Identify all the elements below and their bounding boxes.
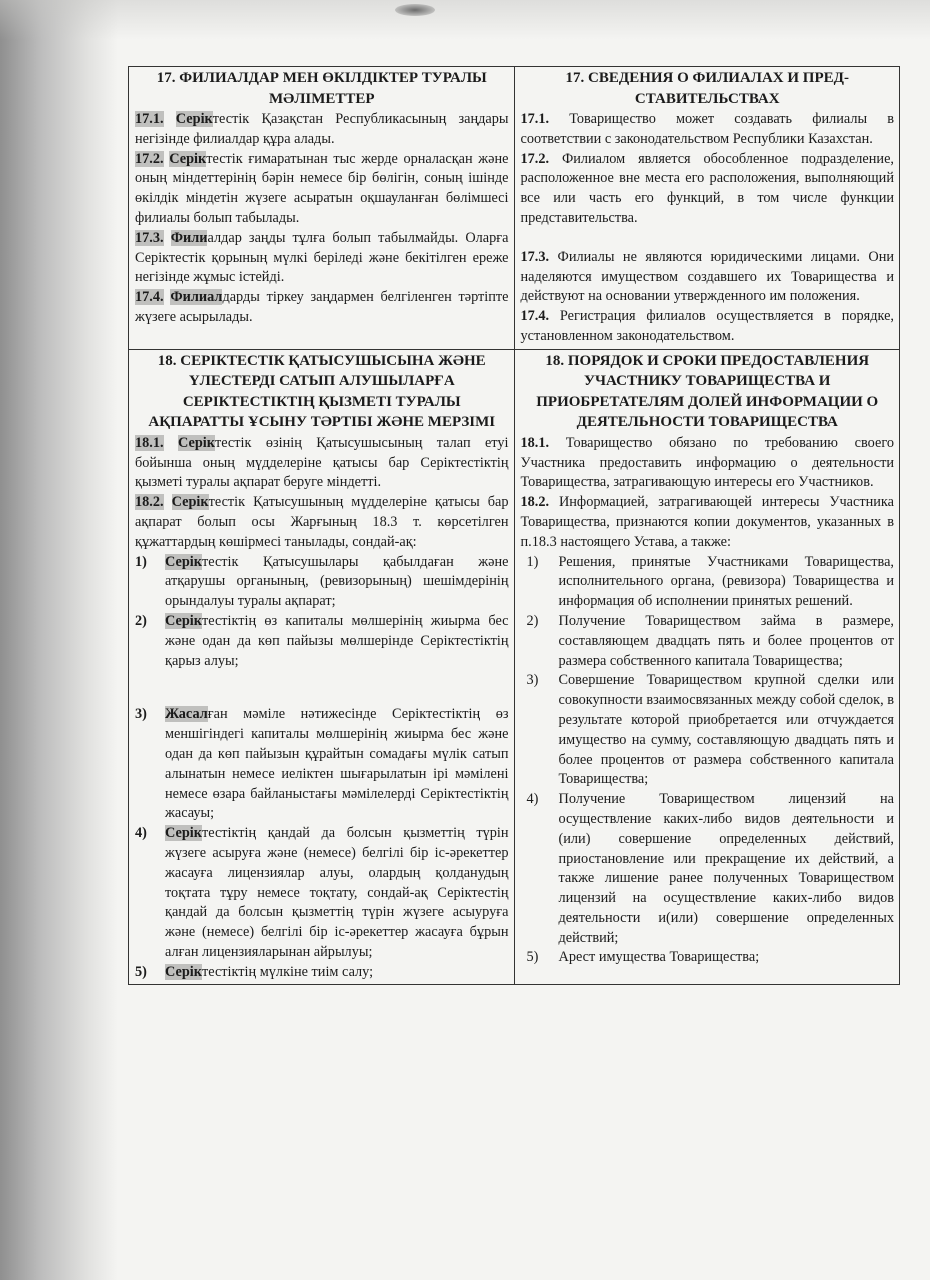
list-item: 4) Получение Товариществом лицензий на осуществление каких-либо видов деятельности и (или) совершение определенных действий, приостановление или прекращение их действий, а также лишение ранее полученных Товариществом лицензий на осуществление каких-либо видов деятельности и(или) совершение определенных действий; <box>526 791 894 946</box>
list-item: 4) Серіктестіктің қандай да болсын қызметтің түрін жүзеге асыруға және (немесе) белгілі бір іс-әрекеттер жасауға лицензиялар алуы, олардың қолданудың тоқтата тұру немесе тоқтату, сондай-ақ Серіктестің қандай да болсын қызметтің түрін жүзеге асыуруға және (немесе) белгілі бір іс-әрекеттер жасауға бұрын алған лицензияларынан айрылуы; <box>135 825 509 960</box>
list-item: 1) Решения, принятые Участниками Товарищества, исполнительного органа, (ревизора) Товарищества и информация об исполнении принятых решений. <box>526 553 894 610</box>
clause-17-2-kazakh: 17.2. Серіктестік ғимаратынан тыс жерде орналасқан және оның міндеттерінің бәрін немесе бір бөлігін, соның ішінде өкілдік міндетін жүзеге асыратын оқшауланған бөлімшесі филиалы болып табылады. <box>135 150 509 226</box>
section-17-kazakh-title: 17. ФИЛИАЛДАР МЕН ӨКІЛДІКТЕР ТУРАЛЫ МӘЛІМЕТТЕР <box>156 70 487 107</box>
section-18-kazakh-cell <box>129 349 515 985</box>
clause-17-3-kazakh: 17.3. Филиалдар заңды тұлға болып табылмайды. Оларға Серіктестік қорының мүлкі беріледі және бекітілген ереже негізінде жұмыс істейді. <box>135 229 509 286</box>
section-17-russian-cell <box>514 67 900 350</box>
section-17-russian-title: 17. СВЕДЕНИЯ О ФИЛИАЛАХ И ПРЕД-СТАВИТЕЛЬСТВАХ <box>565 70 849 107</box>
spacer <box>135 671 509 705</box>
list-item: 5) Серіктестіктің мүлкіне тиім салу; <box>135 963 374 980</box>
clause-18-2-kazakh: 18.2. Серіктестік Қатысушының мүдделеріне қатысы бар ақпарат болып осы Жарғының 18.3 т. көрсетілген құжаттардың көшірмесі танылады, сондай-ақ: <box>135 494 509 550</box>
list-item: 2) Серіктестіктің өз капиталы мөлшерінің жиырма бес және одан да көп пайызы мөлшерінде Серіктестіктің қарыз алуы; <box>135 612 509 669</box>
clause-17-1-russian: 17.1. Товарищество может создавать филиалы в соответствии с законодательством Республики Казахстан. <box>520 111 894 147</box>
list-item: 3) Совершение Товариществом крупной сделки или совокупности взаимосвязанных между собой сделок, в результате которой приобретается или отчуждается имущество на сумму, составляющую двадцать пять и более процентов от размера собственного капитала Товарищества; <box>526 672 894 788</box>
section-18-russian-title: 18. ПОРЯДОК И СРОКИ ПРЕДОСТАВЛЕНИЯ УЧАСТНИКУ ТОВАРИЩЕСТВА И ПРИОБРЕТАТЕЛЯМ ДОЛЕЙ ИНФОРМАЦИИ О ДЕЯТЕЛЬНОСТИ ТОВАРИЩЕСТВА <box>536 352 879 431</box>
scan-shadow-top <box>0 0 930 40</box>
clause-17-2-russian: 17.2. Филиалом является обособленное подразделение, расположенное вне места его расположения, выполняющий все или часть его функций, в том числе функции представительства. <box>520 150 894 226</box>
clause-17-4-kazakh: 17.4. Филиалдарды тіркеу заңдармен белгіленген тәртіпте жүзеге асырылады. <box>135 289 509 325</box>
scan-shadow <box>0 0 118 1280</box>
clause-18-1-kazakh: 18.1. Серіктестік өзінің Қатысушысының талап етуі бойынша оның мүдделеріне қатысы бар Серіктестіктің қызметі туралы ақпарат беруге міндетті. <box>135 434 509 491</box>
list-item: 5) Арест имущества Товарищества; <box>526 949 760 966</box>
clause-18-1-russian: 18.1. Товарищество обязано по требованию своего Участника предоставить информацию о деятельности Товарищества, затрагивающую интересы его Участников. <box>520 434 894 491</box>
clause-17-1-kazakh: 17.1. Серіктестік Қазақстан Республикасының заңдары негізінде филиалдар құра алады. <box>135 111 509 147</box>
list-item: 3) Жасалған мәміле нәтижесінде Серіктестіктің өз меншігіндегі капиталы мөлшерінің жиырма бес және одан да көп пайызын құрайтын сомадағы мүлік сатып алынатын немесе иеліктен шығарылатын ірі мәмілені немесе өзара байланыстағы мәмілелерді Серіктестіктің жасауы; <box>135 706 509 822</box>
list-item: 2) Получение Товариществом займа в размере, составляющем двадцать пять и более процентов от размера собственного капитала Товарищества; <box>526 612 894 669</box>
clause-17-4-russian: 17.4. Регистрация филиалов осуществляется в порядке, установленном законодательством. <box>520 308 894 344</box>
section-17-row <box>129 67 900 350</box>
spacer <box>521 229 895 248</box>
clause-17-3-russian: 17.3. Филиалы не являются юридическими лицами. Они наделяются имуществом создавшего их Товарищества и действуют на основании утвержденного им положения. <box>520 248 894 305</box>
scan-smudge <box>395 4 435 16</box>
section-18-russian-cell <box>514 349 900 985</box>
section-17-kazakh-cell <box>129 67 515 350</box>
list-item: 1) Серіктестік Қатысушылары қабылдаған және атқарушы органының, (ревизорының) шешімдерінің орындалуы туралы ақпарат; <box>135 553 509 610</box>
clause-18-2-kazakh-list <box>135 553 509 983</box>
bilingual-charter-table <box>128 66 900 985</box>
clause-18-2-russian: 18.2. Информацией, затрагивающей интересы Участника Товарищества, признаются копии документов, указанных в п.18.3 настоящего Устава, а также: <box>520 494 894 550</box>
section-18-row <box>129 349 900 985</box>
clause-18-2-russian-list <box>521 553 895 969</box>
section-18-kazakh-title: 18. СЕРІКТЕСТІК ҚАТЫСУШЫСЫНА ЖӘНЕ ҮЛЕСТЕРДІ САТЫП АЛУШЫЛАРҒА СЕРІКТЕСТІКТІҢ ҚЫЗМЕТІ ТУРАЛЫ АҚПАРАТТЫ ҰСЫНУ ТӘРТІБІ ЖӘНЕ МЕРЗІМІ <box>148 352 496 431</box>
